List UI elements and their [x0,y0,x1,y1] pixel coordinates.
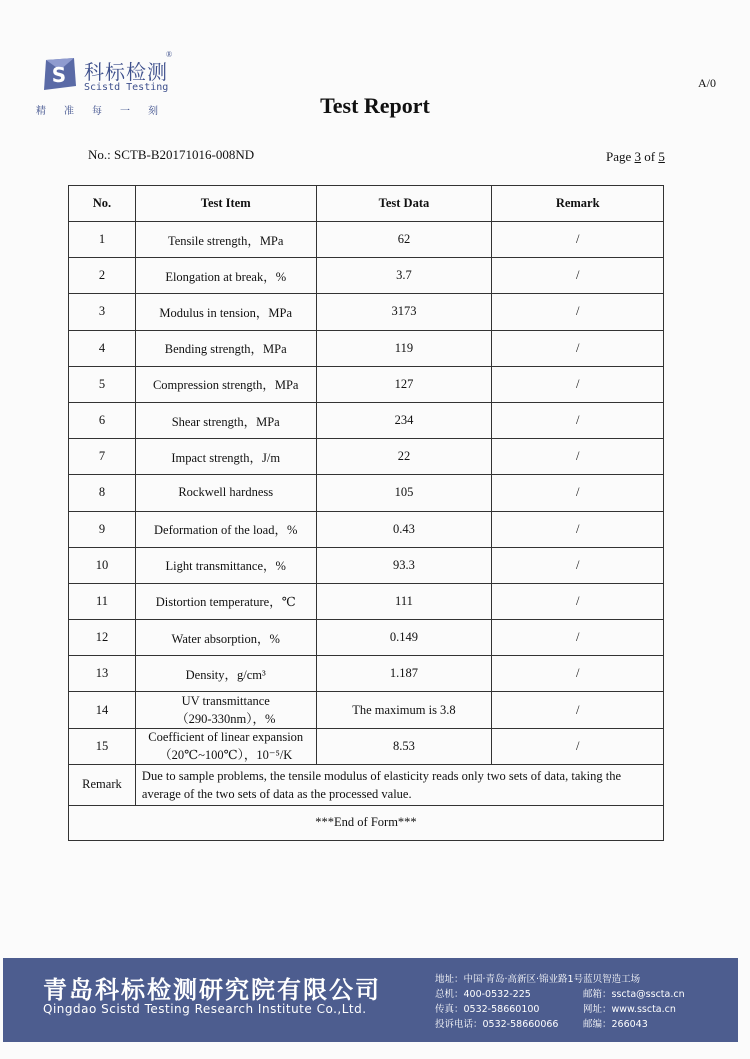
test-item-line: Rockwell hardness [178,485,274,500]
row-remark: / [492,583,664,619]
row-remark: / [492,258,664,294]
row-number: 15 [69,728,136,764]
test-item [135,511,316,547]
footer-hotline: 总机：400-0532-225 [435,989,531,1000]
row-number: 11 [69,583,136,619]
footer-email: 邮箱：sscta@sscta.cn [583,989,685,1000]
row-remark: / [492,366,664,402]
test-data: The maximum is 3.8 [316,692,492,728]
row-remark: / [492,402,664,438]
test-item [135,583,316,619]
end-row [69,805,664,840]
footer-postcode: 邮编：266043 [583,1019,648,1030]
table-row [69,294,664,330]
table-row [69,330,664,366]
test-item [135,475,316,511]
test-item [135,439,316,475]
row-remark: / [492,330,664,366]
row-remark: / [492,222,664,258]
table-row [69,583,664,619]
test-item [135,330,316,366]
row-remark: / [492,511,664,547]
row-number: 8 [69,475,136,511]
row-remark: / [492,475,664,511]
test-item [135,620,316,656]
logo-english-name: Scistd Testing [84,82,169,93]
table-row [69,620,664,656]
test-data: 3.7 [316,258,492,294]
test-data: 234 [316,402,492,438]
page-prefix: Page [606,149,635,164]
footer-company-english: Qingdao Scistd Testing Research Institute Co.,Ltd. [43,1002,367,1016]
header-no: No. [69,186,136,222]
test-item-line: Water absorption，% [171,631,280,646]
footer-complaint-phone: 投诉电话：0532-58660066 [435,1019,559,1030]
header-remark: Remark [492,186,664,222]
test-item-line: Tensile strength，MPa [168,233,284,248]
registered-mark: ® [166,50,173,59]
table-row [69,547,664,583]
test-item-line: Shear strength，MPa [171,414,280,429]
header-test-data: Test Data [316,186,492,222]
table-row [69,258,664,294]
test-item [135,728,316,764]
page-number [606,149,665,165]
table-row [69,511,664,547]
page-of: of [641,149,659,164]
test-item [135,222,316,258]
table-row [69,222,664,258]
test-item [135,402,316,438]
table-row [69,439,664,475]
row-number: 4 [69,330,136,366]
table-row [69,656,664,692]
footer-address: 地址：中国·青岛·高新区·锦业路1号蓝贝智造工场 [435,974,641,985]
test-item-line: Bending strength，MPa [164,342,287,357]
test-data: 119 [316,330,492,366]
test-item [135,294,316,330]
test-data: 0.149 [316,620,492,656]
row-number: 6 [69,402,136,438]
row-number: 1 [69,222,136,258]
footer-fax: 传真：0532-58660100 [435,1004,540,1015]
document-version: A/0 [698,76,716,90]
test-item-line: Light transmittance，% [165,559,286,574]
test-item-line-2: （20℃~100℃），10⁻⁵/K [159,747,293,762]
test-item-line: Distortion temperature，℃ [155,595,296,610]
test-item-line: Elongation at break，% [165,269,287,284]
row-number: 3 [69,294,136,330]
page-total: 5 [658,149,665,164]
test-data: 22 [316,439,492,475]
table-row [69,728,664,764]
logo-s-icon [40,56,78,92]
row-number: 13 [69,656,136,692]
table-row [69,366,664,402]
footer-company-chinese: 青岛科标检测研究院有限公司 [43,976,381,1004]
table-row [69,692,664,728]
test-item-line: Density，g/cm³ [185,667,266,682]
test-data: 8.53 [316,728,492,764]
remark-text: Due to sample problems, the tensile modulus of elasticity reads only two sets of data, taking the average of the two sets of data as the processed value. [135,764,663,805]
test-item-line: Impact strength，J/m [171,450,281,465]
page-title: Test Report [320,93,430,118]
test-data: 0.43 [316,511,492,547]
test-item-line: Deformation of the load，% [154,523,298,538]
test-data: 127 [316,366,492,402]
table-row [69,475,664,511]
test-item [135,692,316,728]
row-remark: / [492,547,664,583]
table-header-row [69,186,664,222]
test-item-line: Compression strength，MPa [152,378,299,393]
test-item [135,366,316,402]
footer-banner [3,958,738,1042]
row-number: 14 [69,692,136,728]
test-item-line: Coefficient of linear expansion [148,729,304,744]
table-row [69,402,664,438]
report-number: No.: SCTB-B20171016-008ND [88,147,255,162]
row-number: 12 [69,620,136,656]
logo-chinese-name: 科标检测 [84,60,168,84]
row-remark: / [492,620,664,656]
row-number: 7 [69,439,136,475]
row-number: 5 [69,366,136,402]
test-item-line: Modulus in tension，MPa [159,305,293,320]
row-remark: / [492,656,664,692]
test-data: 105 [316,475,492,511]
test-item-line-2: （290-330nm），% [176,711,276,726]
footer-website: 网址：www.sscta.cn [583,1004,676,1015]
remark-label: Remark [69,764,136,805]
row-remark: / [492,294,664,330]
test-item [135,656,316,692]
header-test-item: Test Item [135,186,316,222]
row-remark: / [492,439,664,475]
footer-contact-info [435,972,735,1032]
row-number: 9 [69,511,136,547]
end-of-form: ***End of Form*** [69,805,664,840]
row-remark: / [492,728,664,764]
remark-row [69,764,664,805]
test-data: 62 [316,222,492,258]
test-data: 93.3 [316,547,492,583]
test-data: 1.187 [316,656,492,692]
test-results-table [68,185,664,841]
test-item [135,258,316,294]
svg-text:S: S [51,63,67,87]
test-data: 111 [316,583,492,619]
test-data: 3173 [316,294,492,330]
row-number: 10 [69,547,136,583]
row-number: 2 [69,258,136,294]
page-current: 3 [634,149,642,164]
test-item [135,547,316,583]
logo-slogan: 精准每一刻 [36,106,176,117]
test-item-line: UV transmittance [181,693,270,708]
row-remark: / [492,692,664,728]
